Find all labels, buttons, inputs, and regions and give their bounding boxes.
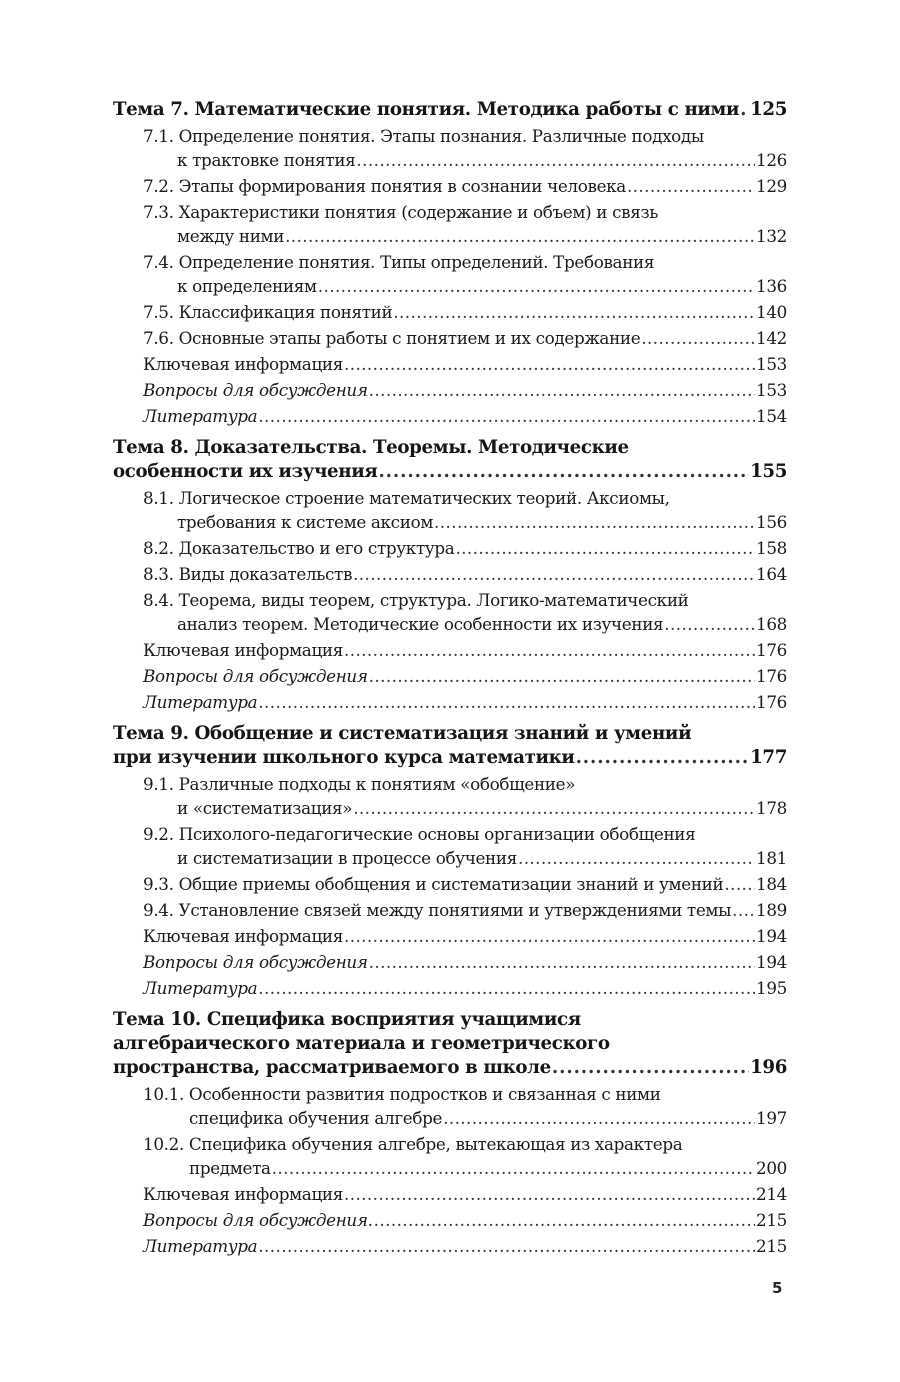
topic-title <box>113 722 787 770</box>
toc-entry-page-number: 153 <box>756 380 787 400</box>
dot-leader <box>258 690 755 714</box>
toc-entry-page-number: 129 <box>756 176 787 196</box>
dot-leader <box>369 378 755 402</box>
toc-entry-line <box>143 174 787 198</box>
dot-leader <box>641 326 755 350</box>
toc-entry <box>113 588 787 636</box>
toc-entry <box>113 1082 787 1130</box>
topic-title-text: при изучении школьного курса математики <box>113 747 575 768</box>
toc-entry-line <box>143 1208 787 1232</box>
dot-leader <box>272 1156 755 1180</box>
topic-title-line <box>113 98 787 122</box>
toc-entry-page-number: 214 <box>756 1184 787 1204</box>
toc-entry-line <box>143 1234 787 1258</box>
toc-entry-page-number: 158 <box>756 538 787 558</box>
toc-entry-page-number: 132 <box>756 226 787 246</box>
toc-entry-text: Вопросы для обсуждения <box>143 666 368 686</box>
toc-entry-line <box>143 846 787 870</box>
topic-title-text: Тема 7. Математические понятия. Методика работы с ними <box>113 99 740 120</box>
toc-entry-line <box>143 950 787 974</box>
topic-title-text: особенности их изучения <box>113 461 378 482</box>
toc-entry-page-number: 215 <box>756 1236 787 1256</box>
toc-entry-page-number: 126 <box>756 150 787 170</box>
toc-entry-line <box>143 822 787 846</box>
toc-entry <box>113 822 787 870</box>
toc-entry <box>113 124 787 172</box>
toc-entry-text: 10.2. Специфика обучения алгебре, вытекающая из характера <box>143 1134 683 1154</box>
toc-entry-text: 8.3. Виды доказательств <box>143 564 353 584</box>
toc-entry-text: Литература <box>143 692 258 712</box>
toc-entry-line <box>143 588 787 612</box>
toc-entry-page-number: 154 <box>756 406 787 426</box>
toc-entry-line <box>143 274 787 298</box>
toc-entry <box>113 664 787 688</box>
topic-title <box>113 436 787 484</box>
dot-leader <box>664 612 755 636</box>
dot-leader <box>353 796 755 820</box>
topic-title-text: Тема 10. Специфика восприятия учащимися <box>113 1009 581 1030</box>
toc-entry-page-number: 164 <box>756 564 787 584</box>
toc-entry-text: 9.3. Общие приемы обобщения и систематизации знаний и умений <box>143 874 724 894</box>
toc-entry-line <box>143 250 787 274</box>
toc-entry-text: 7.4. Определение понятия. Типы определений. Требования <box>143 252 655 272</box>
dot-leader <box>378 460 749 484</box>
toc-entry <box>113 404 787 428</box>
toc-entry-text: анализ теорем. Методические особенности их изучения <box>177 614 664 634</box>
toc-entry <box>113 378 787 402</box>
toc-entry-page-number: 176 <box>756 666 787 686</box>
toc-entry-text: 9.2. Психолого-педагогические основы организации обобщения <box>143 824 696 844</box>
toc-entry <box>113 326 787 350</box>
toc-entry <box>113 352 787 376</box>
dot-leader <box>374 1208 755 1232</box>
toc-entry-text: и систематизации в процессе обучения <box>177 848 517 868</box>
toc-entry-text: 8.1. Логическое строение математических теорий. Аксиомы, <box>143 488 670 508</box>
toc-entry-text: требования к системе аксиом <box>177 512 434 532</box>
dot-leader <box>576 746 750 770</box>
toc-entry-line <box>143 378 787 402</box>
toc-entry <box>113 1132 787 1180</box>
toc-entry-text: и «систематизация» <box>177 798 353 818</box>
toc-entry-line <box>143 1132 787 1156</box>
toc-entry-page-number: 178 <box>756 798 787 818</box>
toc-topic <box>113 722 787 1000</box>
toc-entry <box>113 1182 787 1206</box>
toc-entry-page-number: 189 <box>756 900 787 920</box>
dot-leader <box>258 1234 755 1258</box>
toc-entry <box>113 486 787 534</box>
toc-entry-text: Литература <box>143 1236 258 1256</box>
toc-entry-text: к определениям <box>177 276 317 296</box>
toc-entry-line <box>143 638 787 662</box>
toc-entry-text: Литература <box>143 406 258 426</box>
toc-entry <box>113 562 787 586</box>
dot-leader <box>732 898 755 922</box>
toc-entry-line <box>143 772 787 796</box>
toc-entry-line <box>143 510 787 534</box>
dot-leader <box>285 224 755 248</box>
toc-entry-text: Ключевая информация <box>143 640 343 660</box>
toc-entry <box>113 772 787 820</box>
dot-leader <box>318 274 755 298</box>
toc-entry-text: Вопросы для обсуждения. <box>143 1210 373 1230</box>
toc-entry-line <box>143 200 787 224</box>
toc-entry-line <box>143 1082 787 1106</box>
toc-entry-text: Ключевая информация <box>143 926 343 946</box>
topic-title-text: пространства, рассматриваемого в школе <box>113 1057 551 1078</box>
dot-leader <box>344 1182 755 1206</box>
toc-entry-text: 7.6. Основные этапы работы с понятием и их содержание <box>143 328 641 348</box>
topic-title-line <box>113 1032 787 1056</box>
toc-entry <box>113 1234 787 1258</box>
toc-entry-text: 9.1. Различные подходы к понятиям «обобщение» <box>143 774 576 794</box>
toc-entry <box>113 924 787 948</box>
dot-leader <box>344 638 755 662</box>
table-of-contents <box>113 98 787 1258</box>
toc-topic <box>113 1008 787 1258</box>
toc-entry-page-number: 194 <box>756 952 787 972</box>
topic-page-number: 155 <box>750 461 787 482</box>
dot-leader <box>369 950 755 974</box>
toc-entry-line <box>143 404 787 428</box>
toc-entry <box>113 1208 787 1232</box>
toc-entry-text: 7.3. Характеристики понятия (содержание и объем) и связь <box>143 202 659 222</box>
toc-entry <box>113 690 787 714</box>
toc-entry-line <box>143 664 787 688</box>
toc-entry-line <box>143 300 787 324</box>
toc-entry-page-number: 197 <box>756 1108 787 1128</box>
toc-entry-page-number: 184 <box>756 874 787 894</box>
toc-entry-page-number: 156 <box>756 512 787 532</box>
toc-entry-line <box>143 124 787 148</box>
toc-entry <box>113 976 787 1000</box>
dot-leader <box>393 300 755 324</box>
toc-entry-line <box>143 352 787 376</box>
toc-entry-page-number: 195 <box>756 978 787 998</box>
toc-entry-line <box>143 562 787 586</box>
toc-entry-page-number: 194 <box>756 926 787 946</box>
toc-entry-page-number: 136 <box>756 276 787 296</box>
toc-entry <box>113 536 787 560</box>
dot-leader <box>740 98 749 122</box>
topic-title-line <box>113 1008 787 1032</box>
toc-entry-line <box>143 872 787 896</box>
toc-entry-page-number: 142 <box>756 328 787 348</box>
toc-entry-text: Вопросы для обсуждения <box>143 380 368 400</box>
topic-title-line <box>113 1056 787 1080</box>
topic-title <box>113 98 787 122</box>
toc-entry-line <box>143 486 787 510</box>
toc-entry-line <box>143 924 787 948</box>
toc-topic <box>113 436 787 714</box>
toc-entry-line <box>143 612 787 636</box>
dot-leader <box>356 148 755 172</box>
toc-entry-line <box>143 1182 787 1206</box>
toc-entry-page-number: 168 <box>756 614 787 634</box>
topic-page-number: 196 <box>750 1057 787 1078</box>
toc-entry-page-number: 200 <box>756 1158 787 1178</box>
toc-entry-page-number: 153 <box>756 354 787 374</box>
topic-title-line <box>113 722 787 746</box>
toc-entry-line <box>143 690 787 714</box>
dot-leader <box>724 872 755 896</box>
toc-entry-page-number: 215 <box>756 1210 787 1230</box>
dot-leader <box>344 352 755 376</box>
topic-title-text: Тема 9. Обобщение и систематизация знаний и умений <box>113 723 692 744</box>
toc-entry-text: 7.1. Определение понятия. Этапы познания. Различные подходы <box>143 126 704 146</box>
toc-entry <box>113 174 787 198</box>
toc-entry-text: Ключевая информация <box>143 354 343 374</box>
toc-entry-text: 10.1. Особенности развития подростков и связанная с ними <box>143 1084 661 1104</box>
toc-entry <box>113 898 787 922</box>
dot-leader <box>455 536 755 560</box>
toc-entry-text: между ними <box>177 226 285 246</box>
toc-entry <box>113 300 787 324</box>
dot-leader <box>552 1056 749 1080</box>
toc-entry-page-number: 181 <box>756 848 787 868</box>
page-number: 5 <box>772 1279 783 1297</box>
toc-entry <box>113 638 787 662</box>
toc-entry-text: Ключевая информация <box>143 1184 343 1204</box>
toc-entry-text: 9.4. Установление связей между понятиями и утверждениями темы <box>143 900 732 920</box>
toc-entry <box>113 950 787 974</box>
topic-title-text: Тема 8. Доказательства. Теоремы. Методические <box>113 437 629 458</box>
toc-entry-text: Литература <box>143 978 258 998</box>
toc-entry-line <box>143 536 787 560</box>
toc-entry-text: специфика обучения алгебре <box>189 1108 443 1128</box>
toc-entry-line <box>143 148 787 172</box>
dot-leader <box>258 404 755 428</box>
topic-title-text: алгебраического материала и геометрического <box>113 1033 610 1054</box>
toc-entry-line <box>143 1106 787 1130</box>
toc-entry-text: Вопросы для обсуждения <box>143 952 368 972</box>
toc-entry-line <box>143 1156 787 1180</box>
toc-entry-text: 8.4. Теорема, виды теорем, структура. Логико-математический <box>143 590 689 610</box>
topic-page-number: 177 <box>750 747 787 768</box>
dot-leader <box>443 1106 755 1130</box>
toc-entry-page-number: 140 <box>756 302 787 322</box>
toc-entry-line <box>143 224 787 248</box>
toc-entry-text: 8.2. Доказательство и его структура <box>143 538 455 558</box>
dot-leader <box>518 846 755 870</box>
dot-leader <box>258 976 755 1000</box>
dot-leader <box>353 562 755 586</box>
toc-entry-page-number: 176 <box>756 692 787 712</box>
toc-entry-text: предмета <box>189 1158 271 1178</box>
toc-entry <box>113 200 787 248</box>
toc-entry-line <box>143 976 787 1000</box>
topic-title <box>113 1008 787 1080</box>
toc-entry-line <box>143 326 787 350</box>
toc-entry-text: 7.5. Классификация понятий <box>143 302 393 322</box>
topic-page-number: 125 <box>750 99 787 120</box>
toc-entry-text: к трактовке понятия <box>177 150 356 170</box>
toc-entry-page-number: 176 <box>756 640 787 660</box>
dot-leader <box>344 924 755 948</box>
toc-entry-text: 7.2. Этапы формирования понятия в сознании человека <box>143 176 626 196</box>
dot-leader <box>627 174 755 198</box>
toc-entry-line <box>143 898 787 922</box>
toc-entry <box>113 872 787 896</box>
dot-leader <box>369 664 755 688</box>
topic-title-line <box>113 746 787 770</box>
dot-leader <box>434 510 755 534</box>
toc-entry <box>113 250 787 298</box>
toc-topic <box>113 98 787 428</box>
topic-title-line <box>113 460 787 484</box>
topic-title-line <box>113 436 787 460</box>
toc-entry-line <box>143 796 787 820</box>
